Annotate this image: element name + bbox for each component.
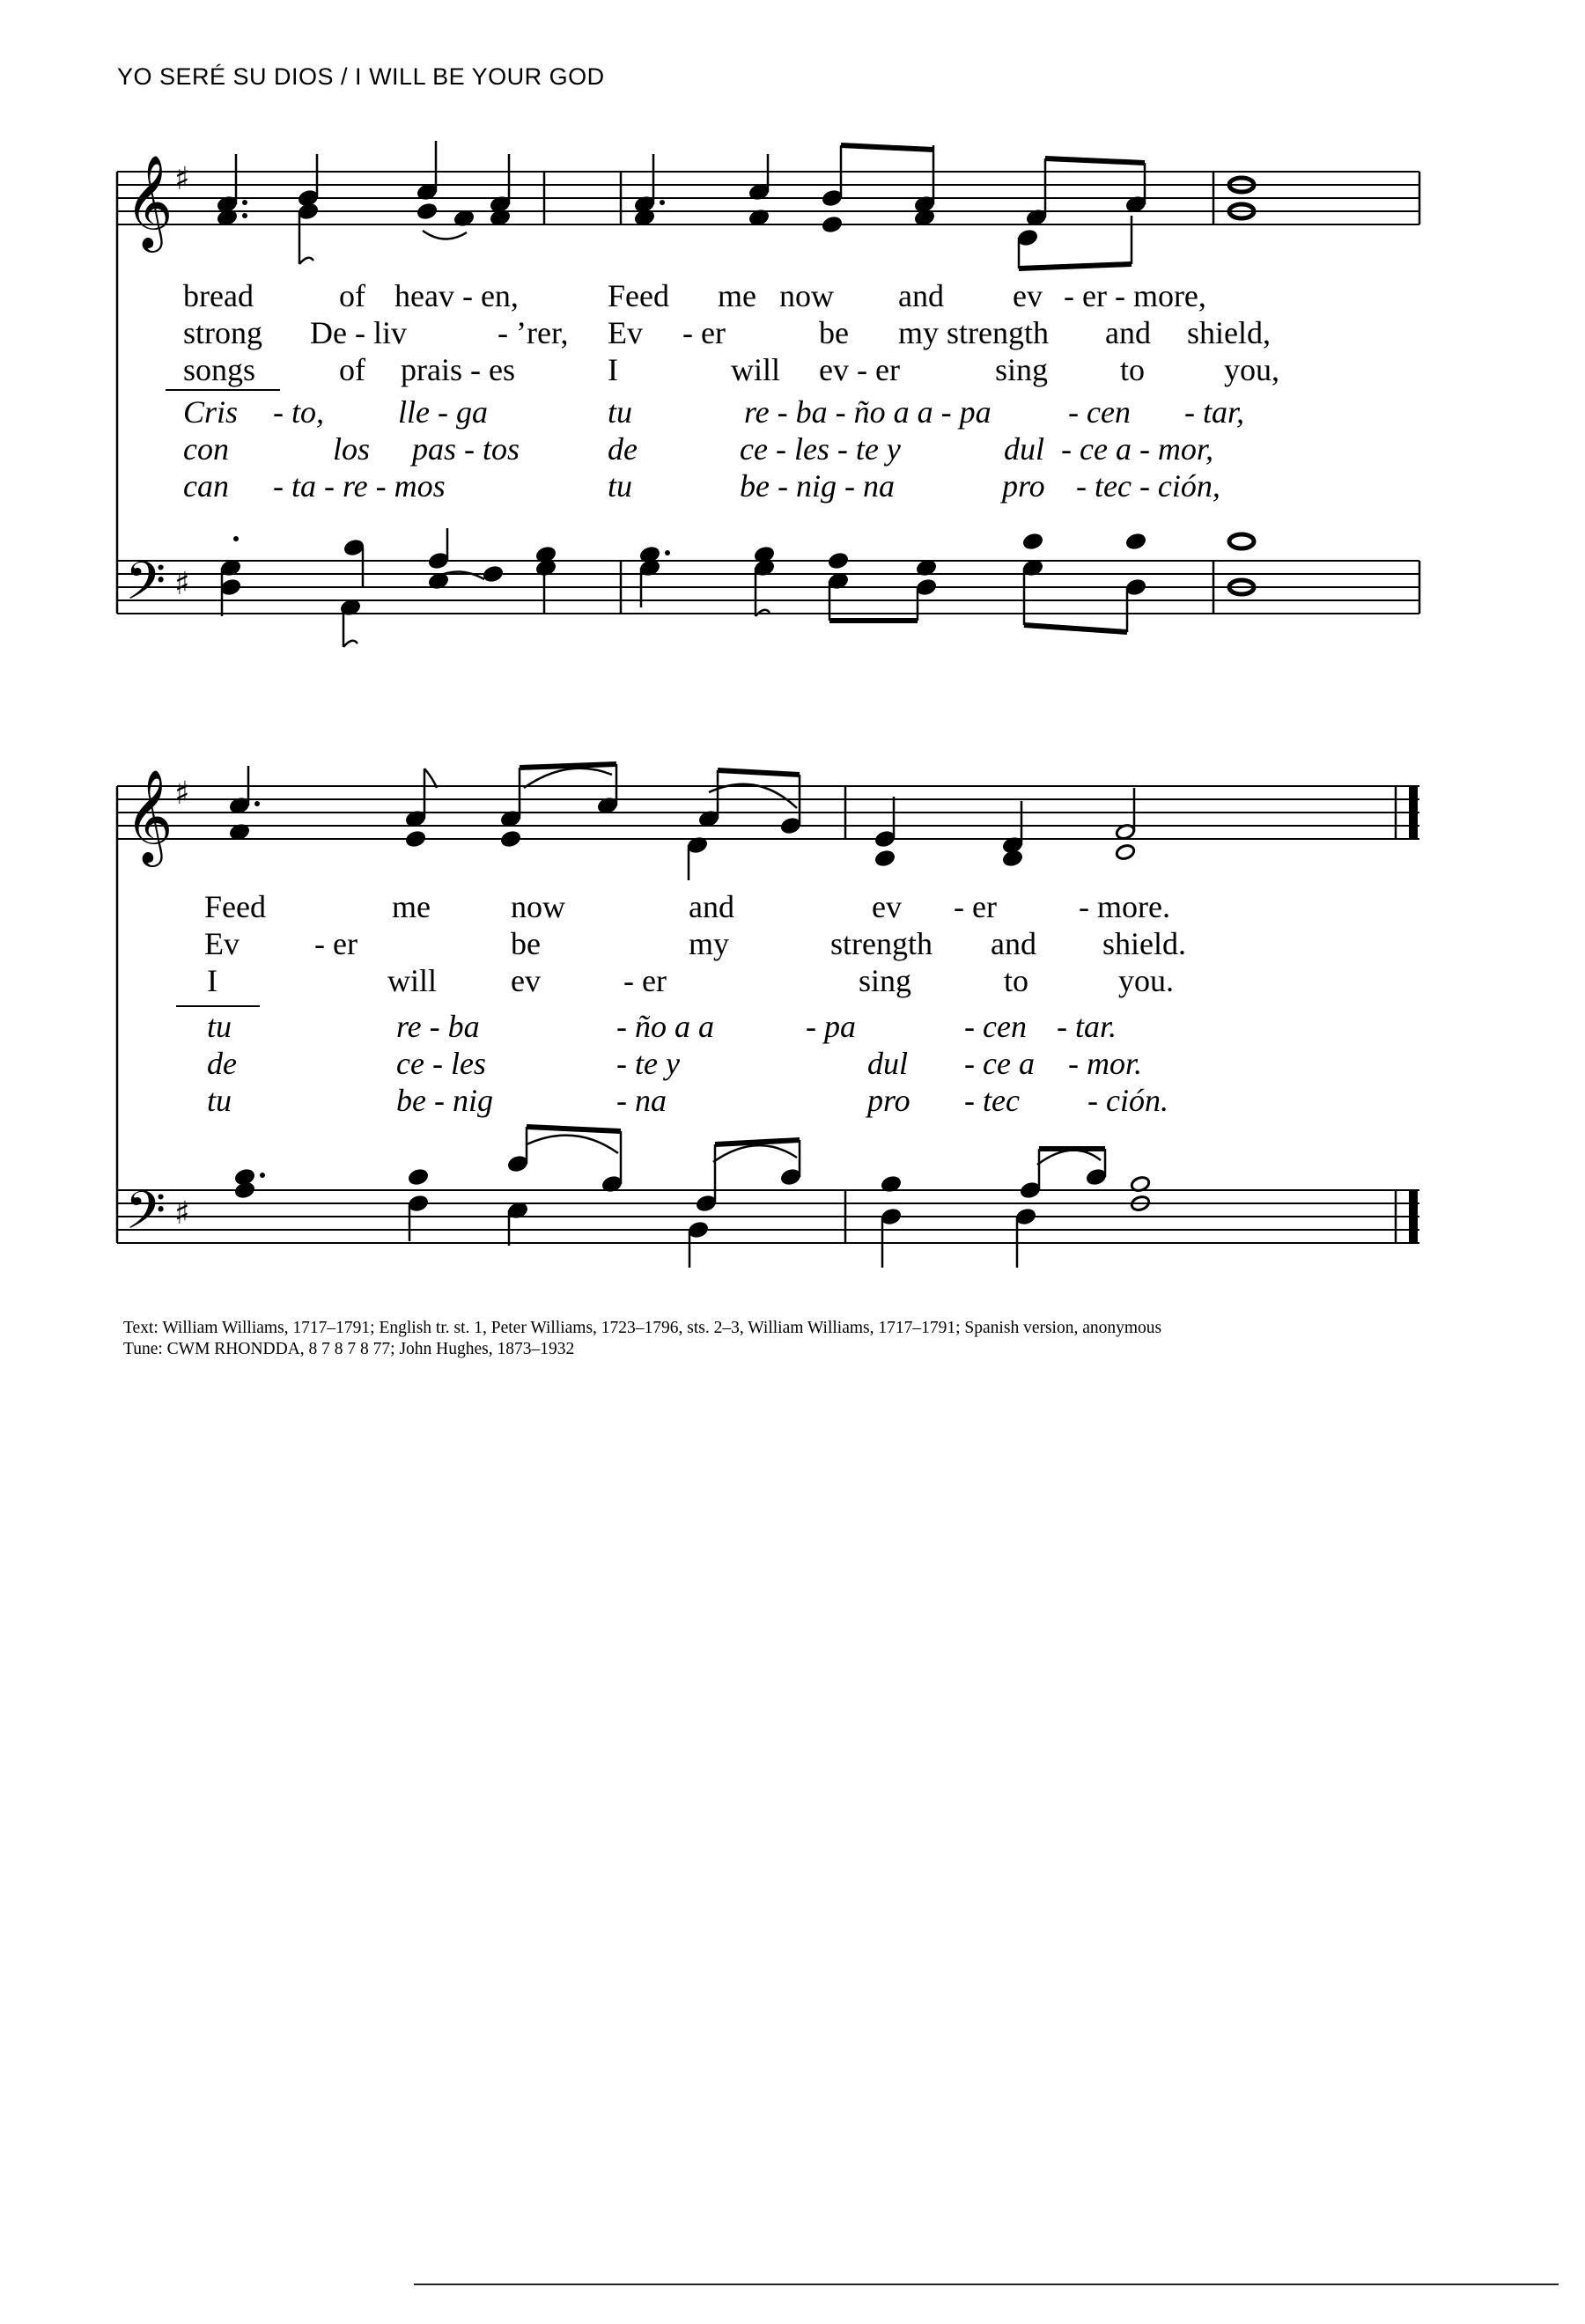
treble-notes-2 [229, 764, 1136, 880]
lyric-line-3: songs of prais - es I will ev - er sing to you, [183, 352, 1279, 387]
lyric-line-4: Cris - to, lle - ga tu re - ba - ño a a - pa - cen - tar, [183, 394, 1245, 430]
system-1 [117, 141, 1419, 647]
bass-staff-2 [117, 1190, 1419, 1243]
lyric-line-3: I will ev - er sing to you. [207, 963, 1174, 998]
tune-credit: Tune: CWM RHONDDA, 8 7 8 7 8 77; John Hughes, 1873–1932 [123, 1340, 575, 1358]
system-2 [117, 764, 1419, 1268]
lyric-line-5: con los pas - tos de ce - les - te y dul - ce a - mor, [183, 431, 1213, 467]
sharp-icon: ♯ [174, 161, 190, 197]
bass-notes-2 [234, 1127, 1151, 1268]
treble-staff-2 [117, 786, 1419, 839]
lyric-line-2: Ev - er be my strength and shield. [204, 926, 1186, 961]
lyric-line-2: strong De - liv - ’rer, Ev - er be my strength and shield, [183, 315, 1271, 350]
lyric-line-6: can - ta - re - mos tu be - nig - na pro - tec - ción, [183, 468, 1220, 504]
lyrics-system-1 [166, 278, 1279, 504]
sharp-icon: ♯ [174, 566, 190, 602]
page-header: YO SERÉ SU DIOS / I WILL BE YOUR GOD [117, 63, 605, 90]
lyric-line-4: tu re - ba - ño a a - pa - cen - tar. [207, 1009, 1117, 1044]
sharp-icon: ♯ [174, 776, 190, 812]
lyrics-system-2 [176, 889, 1186, 1118]
text-credit: Text: William Williams, 1717–1791; English tr. st. 1, Peter Williams, 1723–1796, sts. 2–3, William Williams, 1717–1791; Spanish version, anonymous [123, 1319, 1162, 1337]
treble-clef-icon: 𝄞 [125, 154, 173, 248]
lyric-line-6: tu be - nig - na pro - tec - ción. [207, 1083, 1168, 1118]
lyric-line-5: de ce - les - te y dul - ce a - mor. [207, 1046, 1143, 1081]
barlines-2 [117, 786, 1396, 1243]
final-barline [1409, 1190, 1418, 1243]
final-barline [1409, 786, 1418, 839]
lyric-line-1: bread of heav - en, Feed me now and ev - er - more, [183, 278, 1206, 313]
bass-clef-icon: 𝄢 [125, 1180, 166, 1254]
sharp-icon: ♯ [174, 1195, 190, 1232]
credits [123, 1318, 1161, 1360]
lyric-line-1: Feed me now and ev - er - more. [204, 889, 1170, 924]
bass-clef-icon: 𝄢 [125, 550, 166, 624]
treble-clef-icon: 𝄞 [125, 769, 173, 863]
bottom-rule [414, 2284, 1559, 2285]
treble-notes-1 [217, 141, 1254, 268]
